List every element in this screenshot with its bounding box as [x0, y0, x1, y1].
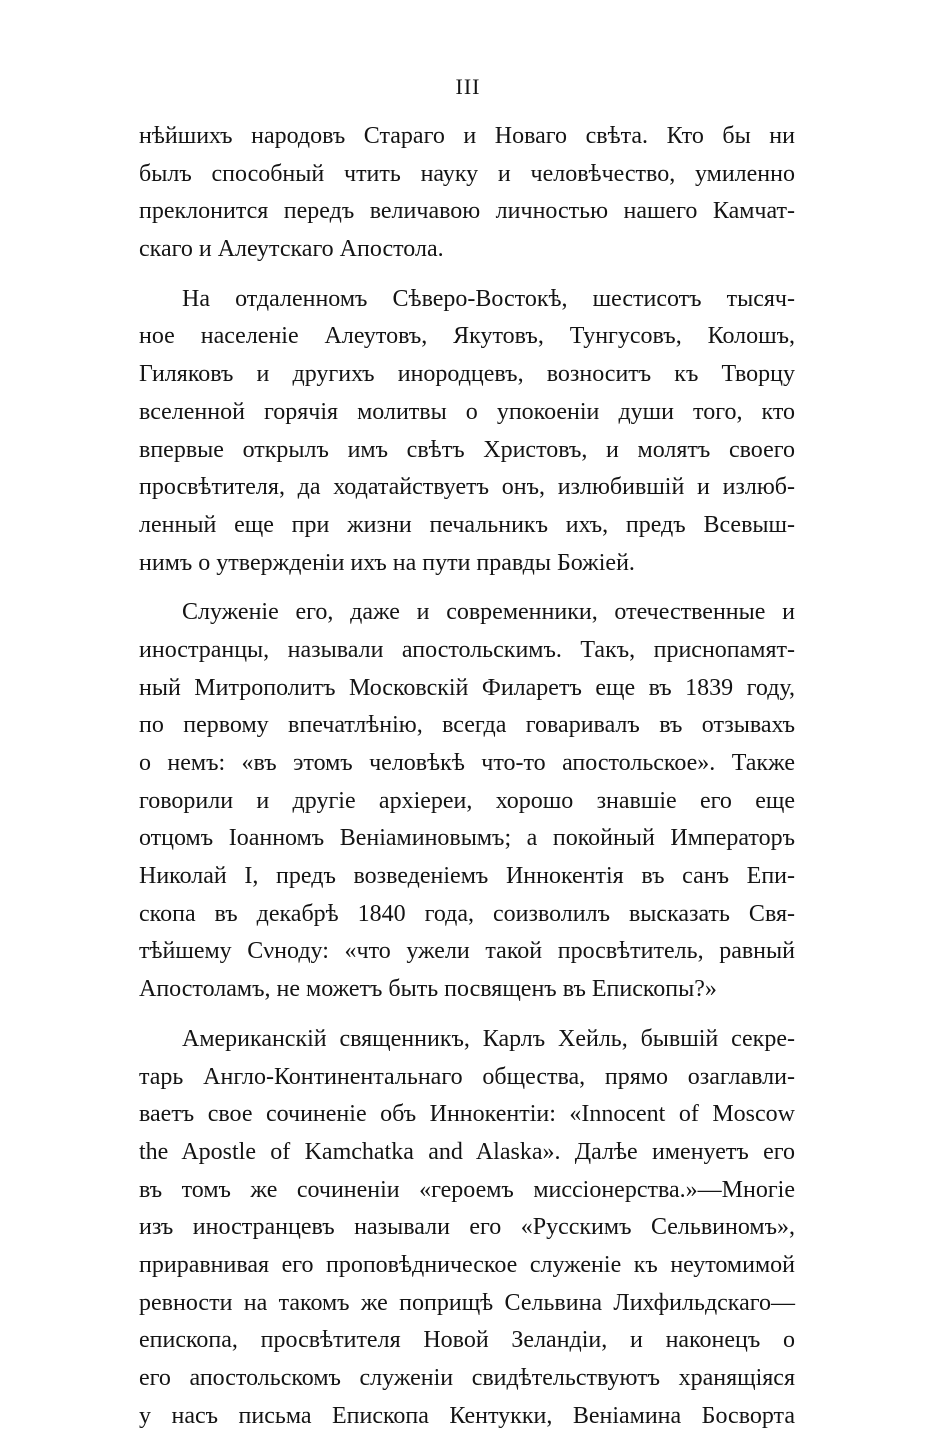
text-line: у насъ письма Епископа Кентукки, Веніамина Босворта: [139, 1402, 795, 1429]
text-line: Гиляковъ и другихъ инородцевъ, возноситъ къ Творцу: [139, 361, 795, 388]
text-line: изъ иностранцевъ называли его «Русскимъ Сельвиномъ»,: [139, 1214, 795, 1241]
text-line: впервые открылъ имъ свѣтъ Христовъ, и молятъ своего: [139, 436, 795, 463]
text-line: Служеніе его, даже и современники, отечественные и: [182, 599, 795, 626]
text-line: ваетъ свое сочиненіе объ Иннокентіи: «Innocent of Moscow: [139, 1101, 795, 1128]
paragraph-gap: [139, 1009, 795, 1021]
text-line: На отдаленномъ Сѣверо-Востокѣ, шестисотъ тысяч-: [182, 285, 795, 312]
text-line: о немъ: «въ этомъ человѣкѣ что-то апостольское». Также: [139, 750, 795, 776]
text-line: скаго и Алеутскаго Апостола.: [139, 236, 444, 263]
paragraph-1: [139, 118, 795, 269]
text-line: просвѣтителя, да ходатайствуетъ онъ, излюбившій и излюб-: [139, 474, 795, 501]
text-line: ный Митрополитъ Московскій Филаретъ еще въ 1839 году,: [139, 674, 795, 701]
text-line: Николай I, предъ возведеніемъ Иннокентія въ санъ Епи-: [139, 863, 795, 890]
text-line: говорили и другіе архіереи, хорошо знавшіе его еще: [139, 787, 795, 814]
text-line: ное населеніе Алеутовъ, Якутовъ, Тунгусовъ, Колошъ,: [139, 323, 795, 350]
text-line: тарь Англо-Континентальнаго общества, прямо озаглавли-: [139, 1063, 795, 1090]
paragraph-gap: [139, 582, 795, 594]
text-line: епископа, просвѣтителя Новой Зеландіи, и наконецъ о: [139, 1327, 795, 1354]
paragraph-3: [139, 594, 795, 1009]
text-line: скопа въ декабрѣ 1840 года, соизволилъ высказать Свя-: [139, 900, 795, 927]
page-number: III: [455, 74, 481, 99]
text-line: въ томъ же сочиненіи «героемъ миссіонерства.»—Многіе: [139, 1176, 795, 1203]
text-line: нѣйшихъ народовъ Стараго и Новаго свѣта. Кто бы ни: [139, 123, 795, 149]
text-line: былъ способный чтить науку и человѣчество, умиленно: [139, 160, 795, 187]
body-text: [139, 118, 795, 1435]
text-line: ревности на такомъ же поприщѣ Сельвина Лихфильдскаго—: [139, 1289, 795, 1316]
paragraph-2: [139, 281, 795, 583]
text-line: преклонится передъ величавою личностью нашего Камчат-: [139, 198, 795, 225]
text-line: Американскій священникъ, Карлъ Хейль, бывшій секре-: [182, 1025, 795, 1052]
text-line: приравнивая его проповѣдническое служеніе къ неутомимой: [139, 1251, 795, 1278]
text-line: по первому впечатлѣнію, всегда говаривалъ въ отзывахъ: [139, 712, 795, 739]
text-line: иностранцы, называли апостольскимъ. Такъ, приснопамят-: [139, 636, 795, 663]
text-line: Апостоламъ, не можетъ быть посвященъ въ Епископы?»: [139, 976, 717, 1003]
paragraph-gap: [139, 269, 795, 281]
text-line: вселенной горячія молитвы о упокоеніи души того, кто: [139, 398, 795, 425]
paragraph-4: [139, 1021, 795, 1435]
text-line: его апостольскомъ служеніи свидѣтельствуютъ хранящіяся: [139, 1365, 795, 1391]
text-line: the Apostle of Kamchatka and Alaska». Далѣе именуетъ его: [139, 1138, 795, 1165]
text-line: ленный еще при жизни печальникъ ихъ, предъ Всевыш-: [139, 511, 795, 538]
text-line: тѣйшему Сνноду: «что ужели такой просвѣтитель, равный: [139, 938, 795, 965]
text-line: отцомъ Іоанномъ Веніаминовымъ; а покойный Императоръ: [139, 825, 795, 852]
text-line: нимъ о утвержденіи ихъ на пути правды Божіей.: [139, 549, 635, 576]
